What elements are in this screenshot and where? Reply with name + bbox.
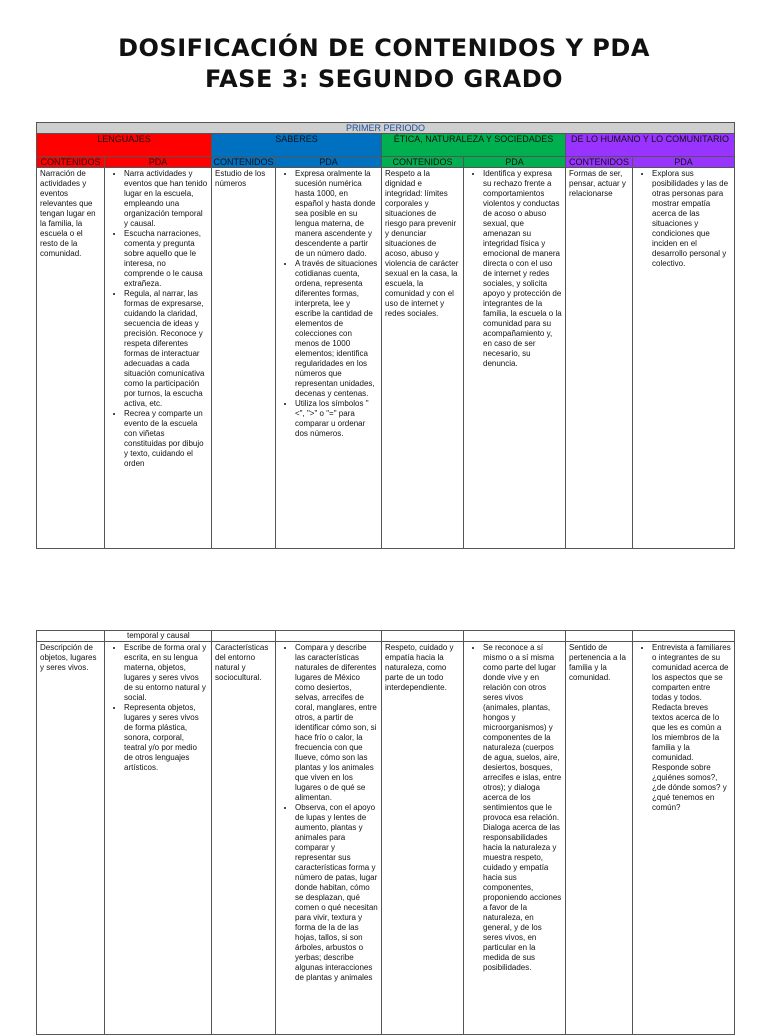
lenguajes-pda: [105, 642, 212, 1035]
area-header-saberes: SABERES: [212, 134, 382, 157]
area-header-lenguajes: LENGUAJES: [37, 134, 212, 157]
humano-contenido: Formas de ser, pensar, actuar y relacionarse: [566, 168, 633, 549]
col-header-contenidos: CONTENIDOS: [382, 157, 464, 168]
empty-cell: [37, 631, 105, 642]
dosificacion-table-page-2: [36, 630, 735, 1035]
list-item: • Expresa oralmente la sucesión numérica hasta 1000, en español y hasta donde sea posible en su lengua materna, de manera ascendente y descendente a partir de un número dado.: [295, 169, 378, 259]
col-header-contenidos: CONTENIDOS: [213, 157, 274, 167]
list-item: • Se reconoce a sí mismo o a sí misma como parte del lugar donde vive y en relación con otros seres vivos (animales, plantas, hongos y microorganismos) y componentes de la naturaleza (cuerpos de agua, suelos, aire, desiertos, bosques, arrecifes e islas, entre otros); y dialoga acerca de los sentimientos que le provoca esa relación. Dialoga acerca de las responsabilidades hacia la naturaleza y muestra respeto, cuidado y empatía hacia sus componentes, proponiendo acciones a favor de la naturaleza, en general, y de los seres vivos, en particular en la medida de sus posibilidades.: [483, 643, 562, 973]
col-header-contenidos: CONTENIDOS: [566, 157, 633, 168]
empty-cell: [276, 631, 382, 642]
saberes-pda: [276, 642, 382, 1035]
humano-pda: [633, 642, 735, 1035]
list-item: • Recrea y comparte un evento de la escuela con viñetas constituidas por dibujo y texto, cuidando el orden: [124, 409, 208, 469]
list-item: • Observa, con el apoyo de lupas y lentes de aumento, plantas y animales para comparar y representar sus características forma y número de patas, lugar donde habitan, cómo se desplazan, qué comen o qué necesitan para vivir, textura y forma de la de las hojas, tallos, si son árboles, arbustos o yerbas; describe algunas interacciones de plantas y animales: [295, 803, 378, 983]
lenguajes-contenido: Narración de actividades y eventos relevantes que tengan lugar en la familia, la escuela o el resto de la comunidad.: [37, 168, 105, 549]
lenguajes-pda: [105, 168, 212, 549]
saberes-contenido: Características del entorno natural y sociocultural.: [212, 642, 276, 1035]
lenguajes-contenido: Descripción de objetos, lugares y seres vivos.: [37, 642, 105, 1035]
empty-cell: [633, 631, 735, 642]
col-header-pda: PDA: [633, 157, 735, 168]
etica-pda: [464, 642, 566, 1035]
saberes-pda: [276, 168, 382, 549]
area-header-etica: ÉTICA, NATURALEZA Y SOCIEDADES: [382, 134, 566, 157]
list-item: • A través de situaciones cotidianas cuenta, ordena, representa diferentes formas, interpreta, lee y escribe la cantidad de elementos de colecciones con menos de 1000 elementos; identifica regularidades en los números que representan unidades, decenas y centenas.: [295, 259, 378, 399]
etica-pda: [464, 168, 566, 549]
list-item: • Escribe de forma oral y escrita, en su lengua materna, objetos, lugares y seres vivos de su entorno natural y social.: [124, 643, 208, 703]
list-item: • Explora sus posibilidades y las de otras personas para mostrar empatía acerca de las situaciones y condiciones que inciden en el desarrollo personal y colectivo.: [652, 169, 731, 269]
empty-cell: [566, 631, 633, 642]
table-row: [37, 642, 735, 1035]
empty-cell: [464, 631, 566, 642]
document-title: DOSIFICACIÓN DE CONTENIDOS Y PDA: [118, 34, 650, 62]
period-header: PRIMER PERIODO: [37, 123, 735, 134]
list-item: • Identifica y expresa su rechazo frente a comportamientos violentos y conductas de acoso o abuso sexual, que amenazan su integridad física y emocional de manera directa o con el uso de internet y redes sociales, y solicita apoyo y protección de integrantes de la familia, la escuela o la comunidad para su acompañamiento y, en caso de ser necesario, su denuncia.: [483, 169, 562, 369]
continuation-text: temporal y causal: [105, 631, 212, 642]
col-header-pda: PDA: [105, 157, 212, 168]
list-item: • Utiliza los símbolos "<", ">" o "=" para comparar u ordenar dos números.: [295, 399, 378, 439]
list-item: • Compara y describe las características naturales de diferentes lugares de México como desiertos, selvas, arrecifes de coral, manglares, entre otros, a partir de identificar cómo son, si hace frío o calor, la frecuencia con que llueve, cómo son las plantas y los animales que viven en los lugares o de qué se alimentan.: [295, 643, 378, 803]
area-header-humano: DE LO HUMANO Y LO COMUNITARIO: [566, 134, 735, 157]
dosificacion-table-page-1: [36, 122, 735, 549]
etica-contenido: Respeto a la dignidad e integridad: límites corporales y situaciones de riesgo para prevenir y denunciar situaciones de acoso, abuso y violencia de carácter sexual en la casa, la escuela, la comunidad y con el uso de internet y redes sociales.: [382, 168, 464, 549]
list-item: • Narra actividades y eventos que han tenido lugar en la escuela, empleando una organización temporal y causal.: [124, 169, 208, 229]
list-item: • Escucha narraciones, comenta y pregunta sobre aquello que le interesa, no comprende o le causa extrañeza.: [124, 229, 208, 289]
list-item: • Entrevista a familiares o integrantes de su comunidad acerca de los aspectos que se comparten entre todas y todos. Redacta breves textos acerca de lo que les es común a los miembros de la familia y la comunidad. Responde sobre ¿quiénes somos?, ¿de dónde somos? y ¿qué tenemos en común?: [652, 643, 731, 813]
humano-pda: [633, 168, 735, 549]
document-subtitle: FASE 3: SEGUNDO GRADO: [204, 65, 564, 93]
col-header-pda: PDA: [276, 157, 382, 168]
empty-cell: [212, 631, 276, 642]
empty-cell: [382, 631, 464, 642]
etica-contenido: Respeto, cuidado y empatía hacia la naturaleza, como parte de un todo interdependiente.: [382, 642, 464, 1035]
list-item: • Representa objetos, lugares y seres vivos de forma plástica, sonora, corporal, teatral y/o por medio de otros lenguajes artísticos.: [124, 703, 208, 773]
col-header-contenidos: CONTENIDOS: [37, 157, 105, 168]
saberes-contenido: Estudio de los números: [212, 168, 276, 549]
humano-contenido: Sentido de pertenencia a la familia y la comunidad.: [566, 642, 633, 1035]
col-header-pda: PDA: [464, 157, 566, 168]
list-item: • Regula, al narrar, las formas de expresarse, cuidando la claridad, secuencia de ideas y precisión. Reconoce y respeta diferentes formas de interactuar adecuadas a cada situación comunicativa como la participación por turnos, la escucha activa, etc.: [124, 289, 208, 409]
table-row: [37, 168, 735, 549]
